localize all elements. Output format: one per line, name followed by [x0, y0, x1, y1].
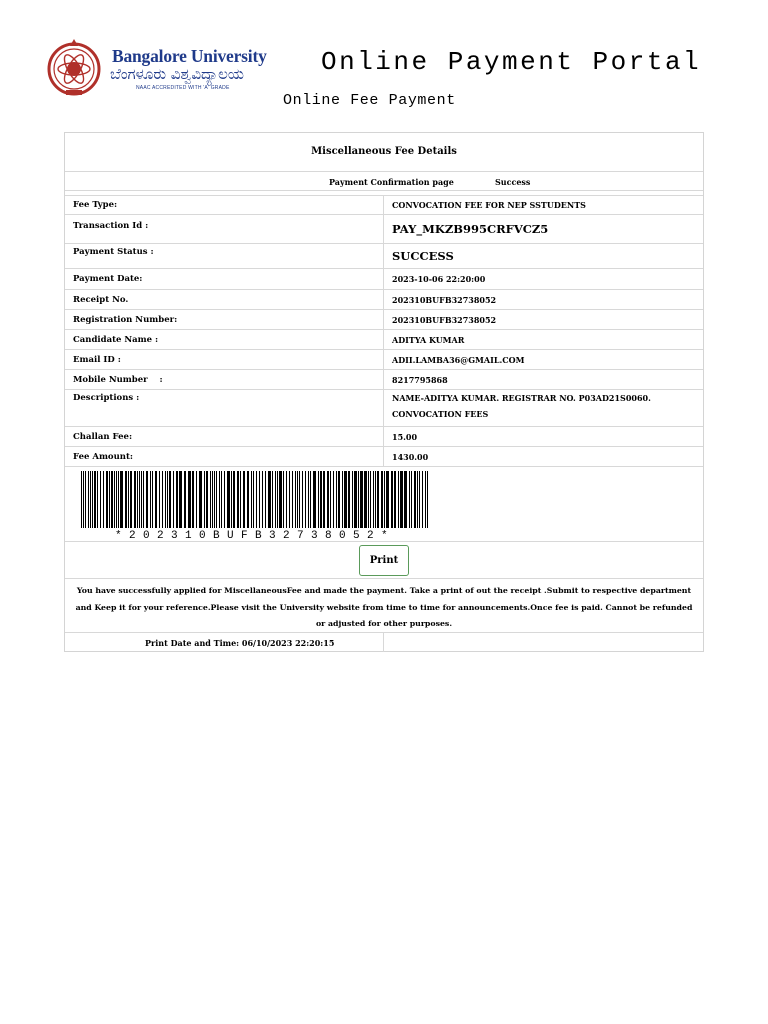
barcode-bar — [159, 471, 160, 528]
barcode-bar — [358, 471, 359, 528]
barcode-bar — [400, 471, 403, 528]
barcode-bar — [427, 471, 428, 528]
barcode-bar — [386, 471, 389, 528]
field-row-email — [65, 350, 703, 370]
barcode-bar — [162, 471, 163, 528]
barcode-bar — [373, 471, 374, 528]
field-label: Mobile Number : — [65, 370, 384, 389]
barcode-bar — [146, 471, 148, 528]
barcode-bar — [240, 471, 241, 528]
barcode-bar — [409, 471, 410, 528]
field-row-descriptions — [65, 390, 703, 427]
barcode-bar — [333, 471, 334, 528]
barcode-bar — [302, 471, 303, 528]
barcode-bar — [134, 471, 136, 528]
barcode-bar — [313, 471, 316, 528]
barcode-bar — [120, 471, 123, 528]
field-value: ADITYA KUMAR — [392, 334, 465, 345]
barcode-bar — [323, 471, 325, 528]
barcode-bar — [414, 471, 416, 528]
barcode-bar — [199, 471, 202, 528]
barcode-bar — [204, 471, 205, 528]
barcode-bar — [231, 471, 232, 528]
barcode-bar — [419, 471, 420, 528]
field-label: Payment Date: — [65, 269, 384, 289]
barcode-bar — [192, 471, 194, 528]
barcode-bar — [305, 471, 306, 528]
field-row-fee-type — [65, 196, 703, 215]
barcode-bar — [299, 471, 300, 528]
field-row-transaction-id — [65, 215, 703, 244]
barcode-bar — [137, 471, 138, 528]
university-name-kannada: ಬೆಂಗಳೂರು ವಿಶ್ವವಿದ್ಯಾಲಯ — [110, 65, 244, 83]
barcode — [79, 471, 431, 541]
barcode-bar — [152, 471, 153, 528]
barcode-bar — [398, 471, 399, 528]
barcode-bars — [81, 471, 428, 528]
barcode-bar — [251, 471, 252, 528]
barcode-bar — [384, 471, 385, 528]
field-label: Email ID : — [65, 350, 384, 369]
portal-subtitle: Online Fee Payment — [283, 92, 456, 109]
barcode-bar — [179, 471, 182, 528]
barcode-bar — [330, 471, 331, 528]
barcode-bar — [216, 471, 217, 528]
barcode-bar — [327, 471, 329, 528]
confirmation-status: Success — [495, 177, 531, 187]
barcode-bar — [114, 471, 115, 528]
barcode-bar — [224, 471, 225, 528]
barcode-bar — [167, 471, 168, 528]
receipt-card — [64, 132, 704, 652]
barcode-bar — [370, 471, 371, 528]
barcode-bar — [97, 471, 98, 528]
barcode-bar — [221, 471, 222, 528]
barcode-bar — [210, 471, 211, 528]
barcode-bar — [100, 471, 101, 528]
field-label: Fee Amount: — [65, 447, 384, 466]
barcode-bar — [364, 471, 367, 528]
barcode-bar — [253, 471, 254, 528]
print-datetime: Print Date and Time: 06/10/2023 22:20:15 — [145, 637, 335, 648]
barcode-bar — [336, 471, 337, 528]
barcode-bar — [417, 471, 418, 528]
barcode-bar — [155, 471, 157, 528]
barcode-bar — [128, 471, 129, 528]
barcode-bar — [310, 471, 311, 528]
barcode-bar — [150, 471, 151, 528]
barcode-bar — [368, 471, 369, 528]
barcode-bar — [219, 471, 220, 528]
university-logo-icon — [46, 37, 102, 97]
barcode-bar — [354, 471, 357, 528]
barcode-bar — [165, 471, 166, 528]
barcode-bar — [227, 471, 230, 528]
field-label: Payment Status : — [65, 244, 384, 268]
field-label: Descriptions : — [65, 390, 384, 426]
barcode-bar — [184, 471, 186, 528]
field-value: 8217795868 — [392, 374, 448, 385]
print-button-row — [65, 542, 703, 579]
field-label: Receipt No. — [65, 290, 384, 309]
barcode-bar — [422, 471, 423, 528]
field-row-mobile — [65, 370, 703, 390]
field-value: 202310BUFB32738052 — [392, 294, 497, 305]
barcode-bar — [318, 471, 319, 528]
barcode-bar — [262, 471, 263, 528]
barcode-bar — [277, 471, 278, 528]
barcode-bar — [85, 471, 86, 528]
barcode-bar — [283, 471, 284, 528]
barcode-bar — [92, 471, 93, 528]
barcode-bar — [103, 471, 104, 528]
barcode-bar — [214, 471, 215, 528]
barcode-bar — [243, 471, 245, 528]
field-value: SUCCESS — [392, 249, 454, 263]
barcode-bar — [106, 471, 108, 528]
barcode-bar — [188, 471, 191, 528]
barcode-bar — [286, 471, 287, 528]
barcode-bar — [81, 471, 82, 528]
field-row-payment-status — [65, 244, 703, 269]
barcode-text: *202310BUFB32738052* — [114, 530, 396, 541]
barcode-bar — [308, 471, 309, 528]
barcode-bar — [344, 471, 347, 528]
barcode-bar — [265, 471, 266, 528]
barcode-bar — [196, 471, 197, 528]
barcode-bar — [139, 471, 140, 528]
barcode-bar — [109, 471, 110, 528]
barcode-bar — [212, 471, 213, 528]
barcode-bar — [394, 471, 396, 528]
barcode-bar — [275, 471, 276, 528]
barcode-bar — [130, 471, 132, 528]
field-value: 2023-10-06 22:20:00 — [392, 274, 486, 284]
field-value: NAME-ADITYA KUMAR. REGISTRAR NO. P03AD21S0060. CONVOCATION FEES — [392, 393, 651, 419]
field-label: Registration Number: — [65, 310, 384, 329]
barcode-bar — [83, 471, 84, 528]
field-row-payment-date — [65, 269, 703, 290]
barcode-bar — [206, 471, 208, 528]
field-value: CONVOCATION FEE FOR NEP SSTUDENTS — [392, 200, 586, 210]
confirmation-row — [65, 172, 703, 191]
confirmation-label: Payment Confirmation page — [329, 177, 454, 187]
barcode-bar — [88, 471, 89, 528]
barcode-bar — [289, 471, 290, 528]
barcode-bar — [425, 471, 426, 528]
barcode-bar — [90, 471, 91, 528]
barcode-bar — [404, 471, 407, 528]
barcode-bar — [237, 471, 239, 528]
barcode-bar — [111, 471, 113, 528]
barcode-bar — [297, 471, 298, 528]
field-row-fee-amount — [65, 447, 703, 467]
barcode-bar — [377, 471, 379, 528]
field-value: ADII.LAMBA36@GMAIL.COM — [392, 354, 525, 365]
field-value: PAY_MKZB995CRFVCZ5 — [392, 222, 549, 236]
success-message: You have successfully applied for MiscellaneousFee and made the payment. Take a print of out the receipt .Submit to respective department and Keep it for your reference.Please visit the University website from time to time for announcements.Once fee is paid. Cannot be refunded or adjusted for other purposes. — [75, 586, 693, 628]
barcode-bar — [141, 471, 142, 528]
field-row-challan-fee — [65, 427, 703, 447]
field-row-candidate-name — [65, 330, 703, 350]
accreditation-text: NAAC ACCREDITED WITH 'A' GRADE — [136, 85, 230, 91]
page-header — [0, 0, 768, 125]
barcode-bar — [169, 471, 171, 528]
barcode-bar — [118, 471, 119, 528]
barcode-bar — [279, 471, 282, 528]
barcode-bar — [94, 471, 96, 528]
barcode-bar — [292, 471, 293, 528]
barcode-bar — [272, 471, 273, 528]
barcode-bar — [375, 471, 376, 528]
barcode-bar — [116, 471, 117, 528]
barcode-bar — [247, 471, 249, 528]
portal-title: Online Payment Portal — [321, 47, 702, 77]
barcode-bar — [295, 471, 296, 528]
barcode-bar — [125, 471, 127, 528]
barcode-bar — [411, 471, 412, 528]
field-value: 202310BUFB32738052 — [392, 314, 497, 325]
receipt-heading-row — [65, 133, 703, 172]
receipt-heading: Miscellaneous Fee Details — [311, 146, 457, 157]
barcode-bar — [176, 471, 178, 528]
field-row-registration-number — [65, 310, 703, 330]
field-label: Transaction Id : — [65, 215, 384, 243]
barcode-bar — [320, 471, 322, 528]
field-label: Candidate Name : — [65, 330, 384, 349]
barcode-bar — [391, 471, 393, 528]
barcode-bar — [381, 471, 383, 528]
field-label: Challan Fee: — [65, 427, 384, 446]
field-value: 1430.00 — [392, 451, 429, 462]
barcode-row — [65, 467, 703, 542]
barcode-bar — [173, 471, 174, 528]
field-row-receipt-no — [65, 290, 703, 310]
university-name: Bangalore University — [112, 46, 267, 66]
barcode-bar — [352, 471, 353, 528]
print-date-row — [65, 633, 703, 652]
barcode-bar — [233, 471, 235, 528]
print-date-cell — [65, 633, 384, 652]
barcode-bar — [348, 471, 350, 528]
print-button[interactable]: Print — [359, 545, 409, 576]
barcode-bar — [360, 471, 363, 528]
barcode-bar — [143, 471, 144, 528]
field-label: Fee Type: — [65, 196, 384, 214]
message-row — [65, 579, 703, 633]
field-value: 15.00 — [392, 431, 418, 442]
barcode-bar — [342, 471, 343, 528]
barcode-bar — [259, 471, 260, 528]
barcode-bar — [338, 471, 340, 528]
barcode-bar — [256, 471, 257, 528]
barcode-bar — [268, 471, 271, 528]
